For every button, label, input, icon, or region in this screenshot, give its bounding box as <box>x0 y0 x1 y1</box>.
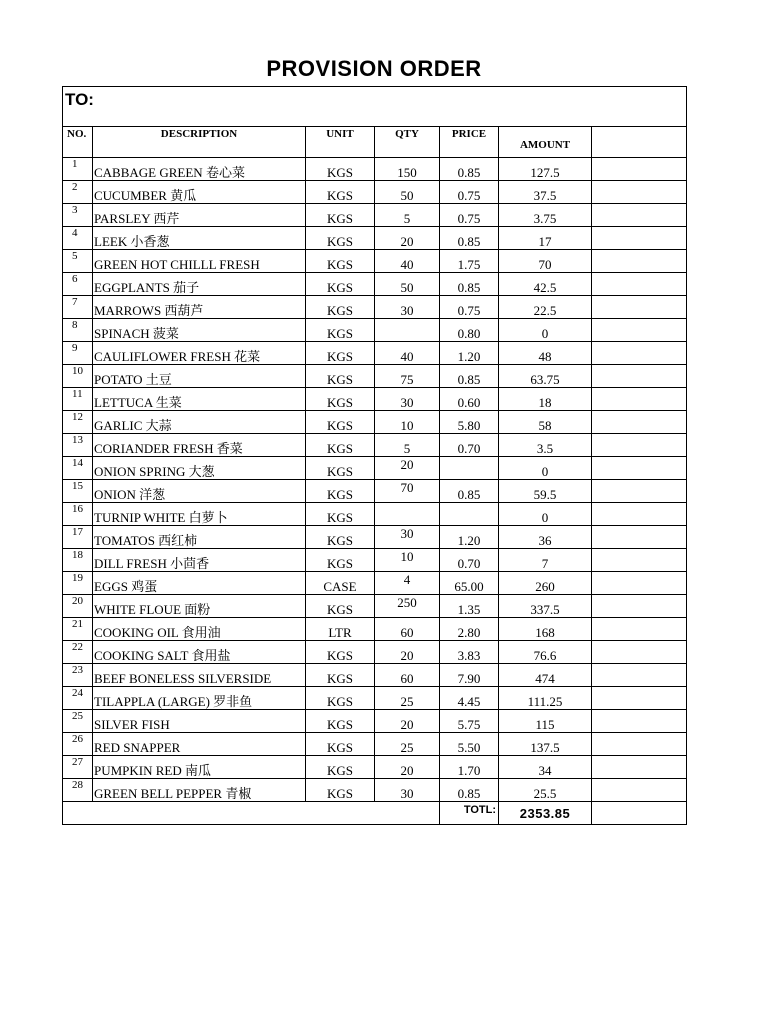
item-unit: KGS <box>306 319 375 342</box>
item-description: SPINACH 菠菜 <box>93 319 306 342</box>
item-price: 0.85 <box>440 480 499 503</box>
item-description: GREEN HOT CHILLL FRESH <box>93 250 306 273</box>
item-number: 23 <box>63 664 93 687</box>
header-no: NO. <box>63 127 93 158</box>
item-unit: KGS <box>306 733 375 756</box>
table-row <box>63 779 687 802</box>
item-amount: 111.25 <box>499 687 592 710</box>
item-blank <box>592 618 687 641</box>
item-qty: 20 <box>375 641 440 664</box>
item-price: 0.60 <box>440 388 499 411</box>
item-price: 0.75 <box>440 181 499 204</box>
item-unit: KGS <box>306 710 375 733</box>
table-row <box>63 342 687 365</box>
item-description: TURNIP WHITE 白萝卜 <box>93 503 306 526</box>
item-number: 25 <box>63 710 93 733</box>
table-row <box>63 687 687 710</box>
item-qty: 150 <box>375 158 440 181</box>
item-number: 20 <box>63 595 93 618</box>
item-blank <box>592 250 687 273</box>
item-price: 0.85 <box>440 779 499 802</box>
item-price <box>440 503 499 526</box>
item-number: 18 <box>63 549 93 572</box>
table-row <box>63 227 687 250</box>
item-description: ONION SPRING 大葱 <box>93 457 306 480</box>
item-number: 10 <box>63 365 93 388</box>
item-qty: 50 <box>375 181 440 204</box>
item-number: 16 <box>63 503 93 526</box>
item-amount: 0 <box>499 457 592 480</box>
item-blank <box>592 319 687 342</box>
item-price: 5.50 <box>440 733 499 756</box>
item-blank <box>592 595 687 618</box>
item-description: GREEN BELL PEPPER 青椒 <box>93 779 306 802</box>
item-blank <box>592 388 687 411</box>
item-unit: KGS <box>306 342 375 365</box>
item-amount: 17 <box>499 227 592 250</box>
item-description: POTATO 土豆 <box>93 365 306 388</box>
table-row <box>63 204 687 227</box>
item-description: PUMPKIN RED 南瓜 <box>93 756 306 779</box>
table-row <box>63 710 687 733</box>
item-price: 0.75 <box>440 296 499 319</box>
item-amount: 34 <box>499 756 592 779</box>
item-description: WHITE FLOUE 面粉 <box>93 595 306 618</box>
item-qty: 30 <box>375 388 440 411</box>
item-unit: KGS <box>306 526 375 549</box>
item-unit: KGS <box>306 250 375 273</box>
table-row <box>63 319 687 342</box>
item-price: 4.45 <box>440 687 499 710</box>
item-number: 1 <box>63 158 93 181</box>
item-unit: KGS <box>306 457 375 480</box>
table-row <box>63 733 687 756</box>
item-description: COOKING OIL 食用油 <box>93 618 306 641</box>
item-unit: KGS <box>306 779 375 802</box>
item-description: GARLIC 大蒜 <box>93 411 306 434</box>
item-amount: 0 <box>499 503 592 526</box>
item-amount: 25.5 <box>499 779 592 802</box>
total-row <box>63 802 687 825</box>
table-row <box>63 618 687 641</box>
table-row <box>63 273 687 296</box>
item-unit: KGS <box>306 595 375 618</box>
item-blank <box>592 641 687 664</box>
item-blank <box>592 296 687 319</box>
item-number: 6 <box>63 273 93 296</box>
item-blank <box>592 526 687 549</box>
item-price: 3.83 <box>440 641 499 664</box>
page-title: PROVISION ORDER <box>266 56 482 81</box>
header-amount: AMOUNT <box>499 127 592 158</box>
item-unit: KGS <box>306 411 375 434</box>
item-price: 0.70 <box>440 434 499 457</box>
item-blank <box>592 181 687 204</box>
item-number: 11 <box>63 388 93 411</box>
item-unit: KGS <box>306 296 375 319</box>
item-description: RED SNAPPER <box>93 733 306 756</box>
item-number: 19 <box>63 572 93 595</box>
item-amount: 70 <box>499 250 592 273</box>
item-description: COOKING SALT 食用盐 <box>93 641 306 664</box>
item-price: 1.75 <box>440 250 499 273</box>
item-amount: 337.5 <box>499 595 592 618</box>
item-blank <box>592 204 687 227</box>
item-number: 22 <box>63 641 93 664</box>
item-description: TOMATOS 西红柿 <box>93 526 306 549</box>
item-description: CUCUMBER 黄瓜 <box>93 181 306 204</box>
item-price: 0.70 <box>440 549 499 572</box>
table-row <box>63 388 687 411</box>
item-unit: KGS <box>306 388 375 411</box>
item-qty: 4 <box>375 572 440 595</box>
item-unit: KGS <box>306 687 375 710</box>
item-unit: KGS <box>306 181 375 204</box>
table-row <box>63 572 687 595</box>
item-blank <box>592 687 687 710</box>
item-blank <box>592 779 687 802</box>
item-blank <box>592 549 687 572</box>
item-unit: KGS <box>306 549 375 572</box>
table-row <box>63 664 687 687</box>
item-number: 13 <box>63 434 93 457</box>
item-blank <box>592 503 687 526</box>
item-amount: 3.75 <box>499 204 592 227</box>
item-blank <box>592 434 687 457</box>
item-description: SILVER FISH <box>93 710 306 733</box>
item-unit: LTR <box>306 618 375 641</box>
item-description: TILAPPLA (LARGE) 罗非鱼 <box>93 687 306 710</box>
item-blank <box>592 733 687 756</box>
item-qty: 20 <box>375 756 440 779</box>
item-price: 0.85 <box>440 365 499 388</box>
item-blank <box>592 756 687 779</box>
item-price: 65.00 <box>440 572 499 595</box>
item-unit: KGS <box>306 204 375 227</box>
item-price: 2.80 <box>440 618 499 641</box>
item-amount: 474 <box>499 664 592 687</box>
item-qty: 5 <box>375 204 440 227</box>
item-amount: 127.5 <box>499 158 592 181</box>
item-description: CABBAGE GREEN 卷心菜 <box>93 158 306 181</box>
item-qty: 40 <box>375 342 440 365</box>
table-row <box>63 595 687 618</box>
item-number: 21 <box>63 618 93 641</box>
table-row <box>63 296 687 319</box>
item-unit: KGS <box>306 503 375 526</box>
item-qty: 75 <box>375 365 440 388</box>
total-label: TOTL: <box>440 802 499 825</box>
item-description: PARSLEY 西芹 <box>93 204 306 227</box>
table-row <box>63 250 687 273</box>
table-row <box>63 181 687 204</box>
item-blank <box>592 227 687 250</box>
to-label: TO: <box>63 87 687 127</box>
total-blank <box>63 802 440 825</box>
item-number: 2 <box>63 181 93 204</box>
item-price: 0.85 <box>440 158 499 181</box>
item-unit: KGS <box>306 365 375 388</box>
item-number: 26 <box>63 733 93 756</box>
table-row <box>63 411 687 434</box>
header-blank <box>592 127 687 158</box>
item-price: 0.85 <box>440 227 499 250</box>
table-row <box>63 526 687 549</box>
item-blank <box>592 664 687 687</box>
item-unit: KGS <box>306 756 375 779</box>
item-number: 27 <box>63 756 93 779</box>
item-number: 5 <box>63 250 93 273</box>
table-row <box>63 549 687 572</box>
item-price: 5.75 <box>440 710 499 733</box>
item-description: BEEF BONELESS SILVERSIDE <box>93 664 306 687</box>
header-qty: QTY <box>375 127 440 158</box>
item-amount: 7 <box>499 549 592 572</box>
header-unit: UNIT <box>306 127 375 158</box>
item-price: 5.80 <box>440 411 499 434</box>
provision-order-table <box>62 86 687 825</box>
item-qty: 30 <box>375 296 440 319</box>
item-amount: 36 <box>499 526 592 549</box>
item-description: MARROWS 西葫芦 <box>93 296 306 319</box>
item-amount: 63.75 <box>499 365 592 388</box>
item-qty: 70 <box>375 480 440 503</box>
item-qty: 20 <box>375 710 440 733</box>
item-amount: 3.5 <box>499 434 592 457</box>
item-unit: KGS <box>306 641 375 664</box>
item-blank <box>592 342 687 365</box>
item-description: EGGS 鸡蛋 <box>93 572 306 595</box>
item-number: 12 <box>63 411 93 434</box>
item-qty: 30 <box>375 779 440 802</box>
item-qty: 25 <box>375 733 440 756</box>
item-qty: 20 <box>375 227 440 250</box>
item-number: 17 <box>63 526 93 549</box>
table-row <box>63 365 687 388</box>
item-description: CAULIFLOWER FRESH 花菜 <box>93 342 306 365</box>
item-amount: 59.5 <box>499 480 592 503</box>
item-qty: 30 <box>375 526 440 549</box>
item-unit: CASE <box>306 572 375 595</box>
item-unit: KGS <box>306 480 375 503</box>
item-qty: 50 <box>375 273 440 296</box>
item-amount: 168 <box>499 618 592 641</box>
item-unit: KGS <box>306 434 375 457</box>
item-price: 0.75 <box>440 204 499 227</box>
item-blank <box>592 365 687 388</box>
item-amount: 48 <box>499 342 592 365</box>
item-price: 1.20 <box>440 526 499 549</box>
item-qty: 10 <box>375 411 440 434</box>
item-blank <box>592 273 687 296</box>
item-price: 7.90 <box>440 664 499 687</box>
item-unit: KGS <box>306 227 375 250</box>
item-qty: 60 <box>375 664 440 687</box>
item-price: 1.70 <box>440 756 499 779</box>
item-number: 9 <box>63 342 93 365</box>
item-description: LEEK 小香葱 <box>93 227 306 250</box>
item-description: DILL FRESH 小茴香 <box>93 549 306 572</box>
header-description: DESCRIPTION <box>93 127 306 158</box>
item-amount: 0 <box>499 319 592 342</box>
item-description: ONION 洋葱 <box>93 480 306 503</box>
header-price: PRICE <box>440 127 499 158</box>
to-row <box>63 87 687 127</box>
item-price: 0.85 <box>440 273 499 296</box>
item-unit: KGS <box>306 664 375 687</box>
item-unit: KGS <box>306 158 375 181</box>
item-qty <box>375 319 440 342</box>
item-blank <box>592 480 687 503</box>
item-description: CORIANDER FRESH 香菜 <box>93 434 306 457</box>
item-amount: 18 <box>499 388 592 411</box>
item-amount: 58 <box>499 411 592 434</box>
item-description: EGGPLANTS 茄子 <box>93 273 306 296</box>
item-qty: 25 <box>375 687 440 710</box>
item-qty: 5 <box>375 434 440 457</box>
item-price <box>440 457 499 480</box>
table-row <box>63 503 687 526</box>
header-row <box>63 127 687 158</box>
item-price: 1.35 <box>440 595 499 618</box>
item-amount: 260 <box>499 572 592 595</box>
table-row <box>63 756 687 779</box>
item-amount: 137.5 <box>499 733 592 756</box>
item-blank <box>592 710 687 733</box>
item-qty: 40 <box>375 250 440 273</box>
item-description: LETTUCA 生菜 <box>93 388 306 411</box>
table-row <box>63 480 687 503</box>
table-row <box>63 641 687 664</box>
item-qty: 10 <box>375 549 440 572</box>
item-unit: KGS <box>306 273 375 296</box>
item-number: 24 <box>63 687 93 710</box>
item-amount: 22.5 <box>499 296 592 319</box>
item-amount: 115 <box>499 710 592 733</box>
item-price: 0.80 <box>440 319 499 342</box>
item-blank <box>592 158 687 181</box>
item-number: 15 <box>63 480 93 503</box>
item-qty: 60 <box>375 618 440 641</box>
item-number: 14 <box>63 457 93 480</box>
table-row <box>63 457 687 480</box>
item-amount: 37.5 <box>499 181 592 204</box>
item-qty: 250 <box>375 595 440 618</box>
table-row <box>63 158 687 181</box>
item-blank <box>592 572 687 595</box>
table-row <box>63 434 687 457</box>
item-number: 7 <box>63 296 93 319</box>
item-price: 1.20 <box>440 342 499 365</box>
item-number: 28 <box>63 779 93 802</box>
item-blank <box>592 457 687 480</box>
total-blank-end <box>592 802 687 825</box>
item-number: 3 <box>63 204 93 227</box>
item-number: 4 <box>63 227 93 250</box>
item-amount: 76.6 <box>499 641 592 664</box>
total-value: 2353.85 <box>499 802 592 825</box>
item-number: 8 <box>63 319 93 342</box>
item-blank <box>592 411 687 434</box>
item-amount: 42.5 <box>499 273 592 296</box>
item-qty: 20 <box>375 457 440 480</box>
item-qty <box>375 503 440 526</box>
